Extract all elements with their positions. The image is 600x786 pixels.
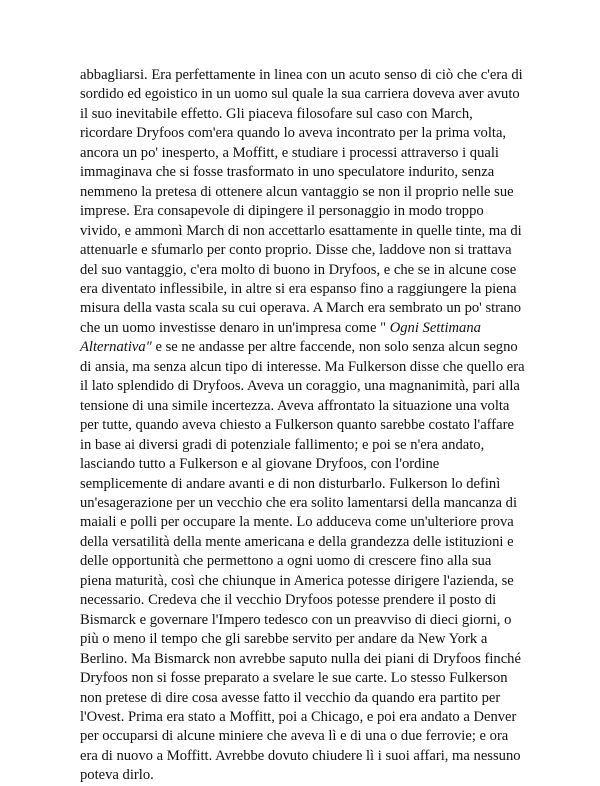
text-line <box>80 338 540 357</box>
text-line <box>80 377 540 396</box>
text-segment: delle opportunità che permettono a ogni uomo di crescere fino alla sua <box>80 553 492 570</box>
text-line <box>80 669 540 688</box>
text-segment: sordido ed egoistico in un uomo sul quale la sua carriera doveva aver avuto <box>80 86 520 103</box>
text-line <box>80 455 540 474</box>
text-line <box>80 222 540 241</box>
text-segment: nemmeno la pretesa di ottenere alcun vantaggio se non il proprio nelle sue <box>80 183 514 200</box>
text-line <box>80 591 540 610</box>
text-line <box>80 319 540 338</box>
italic-title-text: Alternativa" <box>80 339 152 356</box>
text-segment: l'Ovest. Prima era stato a Moffitt, poi a Chicago, e poi era andato a Denver <box>80 708 517 725</box>
text-segment: immaginava che si fosse trasformato in uno speculatore indurito, senza <box>80 164 495 181</box>
text-segment: necessario. Credeva che il vecchio Dryfoos potesse prendere il posto di <box>80 592 497 609</box>
text-segment: più o meno il tempo che gli sarebbe servito per andare da New York a <box>80 631 488 648</box>
text-line <box>80 708 540 727</box>
text-segment: e se ne andasse per altre faccende, non solo senza alcun segno <box>151 339 518 356</box>
text-segment: Bismarck e governare l'Impero tedesco con un preavviso di dieci giorni, o <box>80 611 512 628</box>
text-line <box>80 416 540 435</box>
text-segment: abbagliarsi. Era perfettamente in linea con un acuto senso di ciò che c'era di <box>80 67 523 83</box>
text-line <box>80 280 540 299</box>
text-line <box>80 397 540 416</box>
text-line <box>80 105 540 124</box>
text-segment: il suo inevitabile effetto. Gli piaceva filosofare sul caso con March, <box>80 105 473 122</box>
text-line <box>80 85 540 104</box>
text-line <box>80 436 540 455</box>
text-segment: misura della vasta scala su cui operava. A March era sembrato un po' strano <box>80 300 522 317</box>
text-line <box>80 611 540 630</box>
text-segment: in base ai diversi gradi di potenziale fallimento; e poi se n'era andato, <box>80 436 485 453</box>
text-segment: per occuparsi di alcune miniere che aveva lì e di una o due ferrovie; e ora <box>80 728 509 745</box>
text-segment: del suo vantaggio, c'era molto di buono in Dryfoos, e che se in alcune cose <box>80 261 517 278</box>
text-segment: per tutte, quando aveva chiesto a Fulkerson quanto sarebbe costato l'affare <box>80 417 514 434</box>
text-line <box>80 124 540 143</box>
text-segment: tensione di una simile incertezza. Aveva affrontato la situazione una volta <box>80 397 510 414</box>
body-paragraph <box>80 66 540 786</box>
text-line <box>80 552 540 571</box>
text-line <box>80 494 540 513</box>
text-segment: era diventato inflessibile, in altre si era espanso fino a raggiungere la piena <box>80 280 517 297</box>
text-segment: della versatilità della mente americana e della grandezza delle istituzioni e <box>80 533 514 550</box>
text-segment: un'esagerazione per un vecchio che era solito lamentarsi della mancanza di <box>80 494 517 511</box>
text-line <box>80 727 540 746</box>
text-segment: ricordare Dryfoos com'era quando lo aveva incontrato per la prima volta, <box>80 125 507 142</box>
text-line <box>80 475 540 494</box>
text-line <box>80 689 540 708</box>
text-line <box>80 650 540 669</box>
text-line <box>80 572 540 591</box>
text-line <box>80 202 540 221</box>
document-page <box>80 66 540 786</box>
text-segment: vivido, e ammonì March di non accettarlo esattamente in quelle tinte, ma di <box>80 222 522 239</box>
text-segment: semplicemente di andare avanti e di non disturbarlo. Fulkerson lo definì <box>80 475 501 492</box>
text-segment: non pretese di dire cosa avesse fatto il vecchio da quando era partito per <box>80 689 501 706</box>
text-segment: che un uomo investisse denaro in un'impresa come " <box>80 319 390 336</box>
text-segment: di ansia, ma senza alcun tipo di interesse. Ma Fulkerson disse che quello era <box>80 358 525 375</box>
text-line <box>80 630 540 649</box>
text-segment: attenuarle e sfumarlo per conto proprio. Disse che, laddove non si trattava <box>80 242 512 259</box>
text-segment: ancora un po' inesperto, a Moffitt, e studiare i processi attraverso i quali <box>80 144 499 161</box>
text-line <box>80 533 540 552</box>
text-line <box>80 163 540 182</box>
text-line <box>80 513 540 532</box>
text-line <box>80 261 540 280</box>
text-line <box>80 66 540 85</box>
text-line <box>80 747 540 766</box>
text-line <box>80 358 540 377</box>
text-segment: era di nuovo a Moffitt. Avrebbe dovuto chiudere lì i suoi affari, ma nessuno <box>80 747 521 764</box>
text-segment: piena maturità, così che chiunque in America potesse dirigere l'azienda, se <box>80 572 514 589</box>
text-segment: Berlino. Ma Bismarck non avrebbe saputo nulla dei piani di Dryfoos finché <box>80 650 521 667</box>
text-segment: il lato splendido di Dryfoos. Aveva un coraggio, una magnanimità, pari alla <box>80 378 520 395</box>
text-segment: imprese. Era consapevole di dipingere il personaggio in modo troppo <box>80 203 484 220</box>
text-line <box>80 766 540 785</box>
italic-title-text: Ogni Settimana <box>389 319 481 336</box>
text-line <box>80 241 540 260</box>
text-line <box>80 183 540 202</box>
text-segment: poteva dirlo. <box>80 767 154 784</box>
text-line <box>80 144 540 163</box>
text-segment: lasciando tutto a Fulkerson e al giovane Dryfoos, con l'ordine <box>80 456 440 473</box>
text-line <box>80 299 540 318</box>
text-segment: maiali e polli per occupare la mente. Lo adduceva come un'ulteriore prova <box>80 514 514 531</box>
text-segment: Dryfoos non si fosse preparato a svelare le sue carte. Lo stesso Fulkerson <box>80 670 508 687</box>
